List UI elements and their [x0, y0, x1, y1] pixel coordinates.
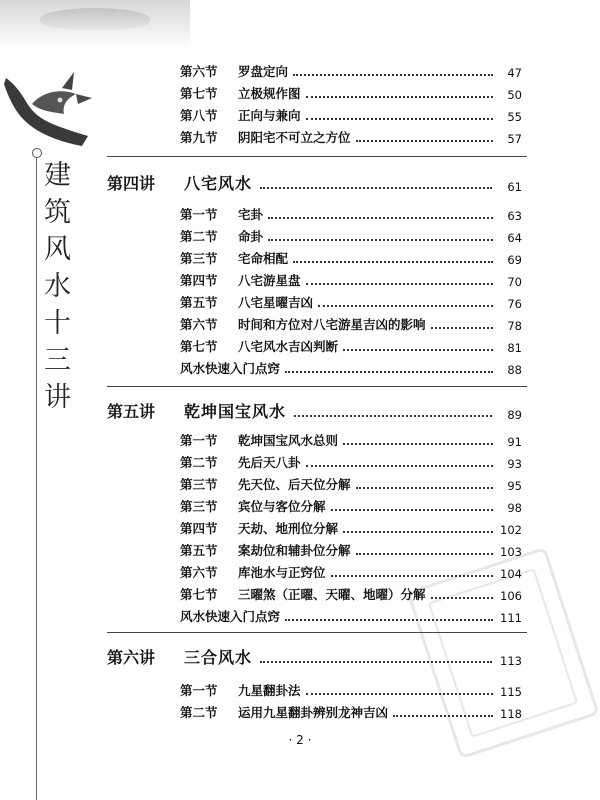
section-page: 57 [507, 132, 522, 146]
leader-dots [306, 96, 493, 98]
toc-section-row[interactable] [180, 106, 522, 124]
section-title: 宅命相配 [238, 251, 289, 266]
section-page: 69 [507, 253, 522, 267]
toc-section-row[interactable] [180, 271, 522, 289]
section-number: 第二节 [180, 705, 218, 720]
leader-dots [285, 619, 493, 621]
leader-dots [293, 261, 493, 263]
toc-section-row[interactable] [180, 431, 522, 449]
leader-dots [306, 465, 493, 467]
chapter-number: 第四讲 [107, 174, 156, 193]
section-title: 运用九星翻卦辨别龙神吉凶 [238, 705, 389, 720]
toc-section-row[interactable] [180, 128, 522, 146]
toc-section-row[interactable] [180, 249, 522, 267]
section-title: 罗盘定向 [238, 64, 289, 79]
toc-section-row[interactable] [180, 315, 522, 333]
leader-dots [268, 239, 493, 241]
section-page: 47 [507, 66, 522, 80]
leader-dots [285, 371, 493, 373]
leader-dots [294, 415, 492, 417]
section-number: 第一节 [180, 433, 218, 448]
section-title: 正向与兼向 [238, 108, 301, 123]
chapter-divider [107, 386, 527, 387]
chapter-number: 第六讲 [107, 648, 156, 667]
section-page: 98 [507, 501, 522, 515]
chapter-divider [107, 156, 527, 157]
section-number: 第三节 [180, 251, 218, 266]
section-number: 第三节 [180, 477, 218, 492]
section-title: 宾位与客位分解 [238, 499, 326, 514]
toc-section-row[interactable] [180, 453, 522, 471]
toc-section-row[interactable] [180, 681, 522, 699]
section-number: 第四节 [180, 521, 218, 536]
toc-section-row[interactable] [180, 62, 522, 80]
leader-dots [260, 187, 492, 189]
toc-section-row[interactable] [180, 541, 522, 559]
section-page: 64 [507, 231, 522, 245]
section-page: 93 [507, 457, 522, 471]
section-number: 第六节 [180, 317, 218, 332]
section-page: 76 [507, 297, 522, 311]
leader-dots [306, 693, 493, 695]
toc-section-row[interactable] [180, 475, 522, 493]
section-number: 第六节 [180, 565, 218, 580]
section-title: 宅卦 [238, 207, 264, 222]
section-number: 第四节 [180, 273, 218, 288]
chapter-page: 61 [507, 180, 522, 194]
chapter-title: 八宅风水 [184, 174, 253, 193]
leader-dots [331, 509, 493, 511]
section-page: 91 [507, 435, 522, 449]
section-number: 第七节 [180, 86, 218, 101]
leader-dots [306, 118, 493, 120]
toc-extra-row[interactable] [180, 607, 522, 625]
toc-extra-row[interactable] [180, 359, 522, 377]
section-number: 第三节 [180, 499, 218, 514]
toc-section-row[interactable] [180, 293, 522, 311]
leader-dots [331, 575, 493, 577]
section-number: 第七节 [180, 587, 218, 602]
section-title: 时间和方位对八宅游星吉凶的影响 [238, 317, 426, 332]
section-title: 乾坤国宝风水总则 [238, 433, 339, 448]
section-title: 库池水与正窍位 [238, 565, 326, 580]
chapter-page: 113 [500, 654, 522, 668]
section-page: 104 [500, 567, 522, 581]
toc-section-row[interactable] [180, 84, 522, 102]
section-page: 115 [500, 685, 522, 699]
section-number: 第二节 [180, 229, 218, 244]
section-page: 103 [500, 545, 522, 559]
section-page: 55 [507, 110, 522, 124]
section-title: 先后天八卦 [238, 455, 301, 470]
leader-dots [343, 531, 493, 533]
extra-page: 111 [500, 611, 522, 625]
leader-dots [431, 597, 493, 599]
extra-title: 风水快速入门点窍 [180, 361, 281, 376]
section-title: 三曜煞（正曜、天曜、地曜）分解 [238, 587, 426, 602]
toc-section-row[interactable] [180, 563, 522, 581]
section-page: 118 [500, 707, 522, 721]
toc-section-row[interactable] [180, 703, 522, 721]
section-page: 70 [507, 275, 522, 289]
toc-section-row[interactable] [180, 227, 522, 245]
section-title: 命卦 [238, 229, 264, 244]
section-title: 案劫位和辅卦位分解 [238, 543, 351, 558]
toc-chapter-row[interactable] [107, 170, 522, 194]
section-title: 立极规作图 [238, 86, 301, 101]
section-page: 102 [500, 523, 522, 537]
section-title: 八宅星曜吉凶 [238, 295, 314, 310]
section-title: 九星翻卦法 [238, 683, 301, 698]
section-number: 第五节 [180, 295, 218, 310]
chapter-title: 三合风水 [184, 648, 253, 667]
section-number: 第五节 [180, 543, 218, 558]
section-title: 阴阳宅不可立之方位 [238, 130, 351, 145]
leader-dots [431, 327, 493, 329]
extra-page: 88 [507, 363, 522, 377]
section-page: 78 [507, 319, 522, 333]
section-title: 八宅游星盘 [238, 273, 301, 288]
section-title: 天劫、地刑位分解 [238, 521, 339, 536]
section-page: 106 [500, 589, 522, 603]
leader-dots [293, 74, 493, 76]
section-title: 先天位、后天位分解 [238, 477, 351, 492]
leader-dots [268, 217, 493, 219]
page-number: · 2 · [288, 733, 312, 747]
section-title: 八宅风水吉凶判断 [238, 339, 339, 354]
section-number: 第九节 [180, 130, 218, 145]
chapter-title: 乾坤国宝风水 [184, 402, 287, 421]
leader-dots [306, 283, 493, 285]
section-number: 第七节 [180, 339, 218, 354]
section-page: 95 [507, 479, 522, 493]
section-page: 81 [507, 341, 522, 355]
section-number: 第二节 [180, 455, 218, 470]
section-page: 63 [507, 209, 522, 223]
extra-title: 风水快速入门点窍 [180, 609, 281, 624]
leader-dots [260, 661, 492, 663]
toc-section-row[interactable] [180, 337, 522, 355]
chapter-page: 89 [507, 408, 522, 422]
section-number: 第八节 [180, 108, 218, 123]
leader-dots [356, 140, 493, 142]
section-number: 第一节 [180, 683, 218, 698]
toc-chapter-row[interactable] [107, 398, 522, 422]
toc-section-row[interactable] [180, 519, 522, 537]
chapter-divider [107, 632, 527, 633]
chapter-number: 第五讲 [107, 402, 156, 421]
leader-dots [356, 487, 493, 489]
leader-dots [343, 349, 493, 351]
book-side-title: 建筑风水十三讲 [39, 160, 70, 419]
toc-chapter-row[interactable] [107, 644, 522, 668]
toc-section-row[interactable] [180, 497, 522, 515]
section-number: 第一节 [180, 207, 218, 222]
leader-dots [343, 443, 493, 445]
toc-section-row[interactable] [180, 585, 522, 603]
leader-dots [318, 305, 493, 307]
toc-section-row[interactable] [180, 205, 522, 223]
leader-dots [356, 553, 493, 555]
leader-dots [393, 715, 493, 717]
section-number: 第六节 [180, 64, 218, 79]
section-page: 50 [507, 88, 522, 102]
